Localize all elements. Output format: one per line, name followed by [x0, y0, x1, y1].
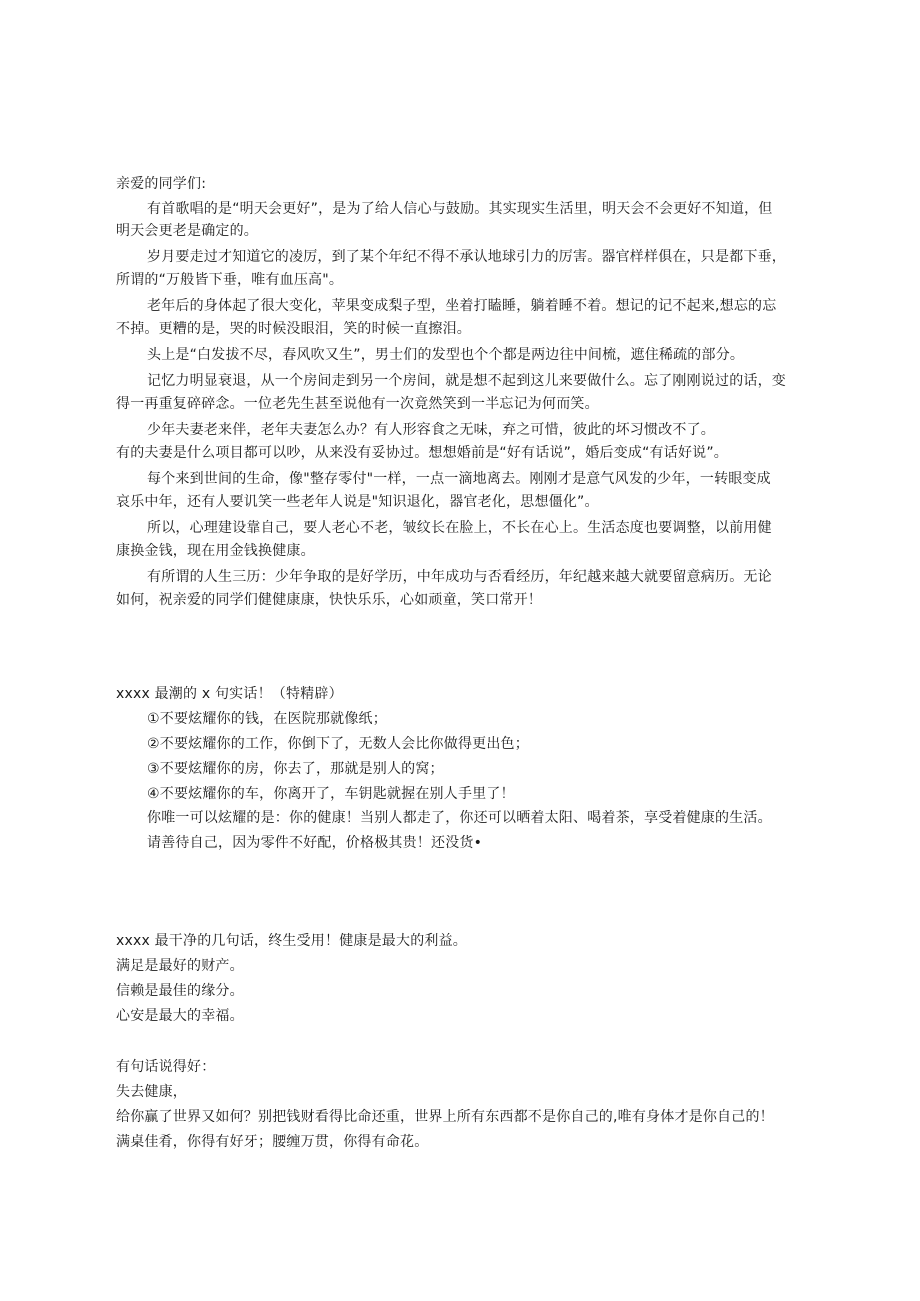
letter-salutation: 亲爱的同学们: [116, 176, 207, 192]
paragraph-line: 有的夫妻是什么项目都可以吵，从来没有妥协过。想想婚前是“好有话说”，婚后变成“有话好说”。 [116, 445, 729, 461]
paragraph-line: 康换金钱，现在用金钱换健康。 [116, 543, 315, 559]
paragraph-line: 心安是最大的幸福。 [116, 1008, 244, 1024]
list-item: ④不要炫耀你的车，你离开了，车钥匙就握在别人手里了！ [147, 786, 515, 802]
paragraph-line: 给你赢了世界又如何？别把钱财看得比命还重，世界上所有东西都不是你自己的,唯有身体才是你自己的！ [116, 1109, 774, 1125]
list-item: ②不要炫耀你的工作，你倒下了，无数人会比你做得更出色； [147, 736, 529, 752]
paragraph-line: 所谓的“万般皆下垂，唯有血压高"。 [116, 272, 344, 288]
paragraph-line: 得一再重复碎碎念。一位老先生甚至说他有一次竟然笑到一半忘记为何而笑。 [116, 396, 599, 412]
paragraph-line: 满足是最好的财产。 [116, 958, 244, 974]
paragraph-line: 记忆力明显衰退，从一个房间走到另一个房间，就是想不起到这儿来要做什么。忘了刚刚说过的话，变 [147, 373, 786, 389]
paragraph-line: 满桌佳肴，你得有好牙；腰缠万贯，你得有命花。 [116, 1134, 429, 1150]
paragraph-line: 有首歌唱的是“明天会更好”，是为了给人信心与鼓励。其实现实生活里，明天会不会更好不知道，但 [147, 201, 773, 217]
section-title: 有句话说得好： [116, 1059, 216, 1075]
paragraph-line: 信赖是最佳的缘分。 [116, 983, 244, 999]
paragraph-line: 所以，心理建设靠自己，要人老心不老，皱纹长在脸上，不长在心上。生活态度也要调整，以前用健 [147, 520, 772, 536]
paragraph-line: 失去健康， [116, 1084, 187, 1100]
list-item: ③不要炫耀你的房，你去了，那就是别人的窝； [147, 761, 444, 777]
paragraph-line: 头上是“白发拔不尽，春风吹又生”，男士们的发型也个个都是两边往中间梳，遮住稀疏的部分。 [147, 347, 745, 363]
paragraph-line: 哀乐中年，还有人要讥笑一些老年人说是"知识退化，器官老化，思想僵化”。 [116, 494, 599, 510]
paragraph-line: 你唯一可以炫耀的是：你的健康！当别人都走了，你还可以晒着太阳、喝着茶，享受着健康的生活。 [147, 810, 772, 826]
paragraph-line: 老年后的身体起了很大变化，苹果变成梨子型，坐着打瞌睡，躺着睡不着。想记的记不起来,想忘的忘 [147, 298, 777, 314]
paragraph-line: 每个来到世间的生命，像"整存零付"一样，一点一滴地离去。刚刚才是意气风发的少年，一转眼变成 [147, 471, 771, 487]
paragraph-line: 明天会更老是确定的。 [116, 223, 258, 239]
paragraph-line: 少年夫妻老来伴，老年夫妻怎么办？有人形容食之无味，弃之可惜，彼此的坏习惯改不了。 [147, 422, 715, 438]
paragraph-line: 岁月要走过才知道它的凌厉，到了某个年纪不得不承认地球引力的厉害。器官样样俱在，只是都下垂， [147, 249, 786, 265]
paragraph-line: 有所谓的人生三历：少年争取的是好学历，中年成功与否看经历，年纪越来越大就要留意病历。无论 [147, 569, 772, 585]
paragraph-line: 不掉。更糟的是，哭的时候没眼泪，笑的时候一直擦泪。 [116, 321, 471, 337]
paragraph-line: 如何，祝亲爱的同学们健健康康，快快乐乐，心如顽童，笑口常开！ [116, 592, 542, 608]
section-title: xxxx 最潮的 x 句实话！（特精辟） [116, 686, 343, 702]
section-title: xxxx 最干净的几句话，终生受用！健康是最大的利益。 [116, 933, 467, 949]
paragraph-line: 请善待自己，因为零件不好配，价格极其贵！还没货• [147, 835, 483, 851]
list-item: ①不要炫耀你的钱，在医院那就像纸； [147, 711, 387, 727]
